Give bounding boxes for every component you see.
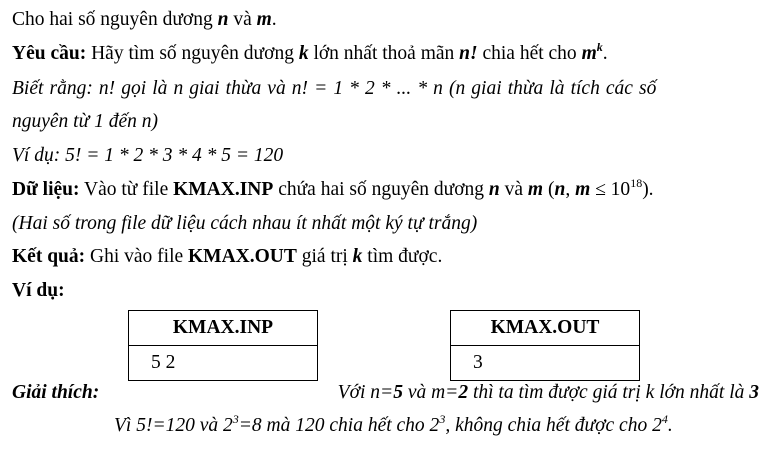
explanation-text: Với n= [337, 382, 394, 403]
output-spec-label: Kết quả: [12, 246, 86, 267]
intro-text: Cho hai số nguyên dương [12, 9, 218, 30]
intro-line [12, 8, 277, 32]
example-formula: Ví dụ: 5! = 1 * 2 * 3 * 4 * 5 = 120 [12, 145, 284, 166]
output-example-table [450, 310, 640, 381]
input-spec-text: Vào từ file [79, 179, 174, 200]
explanation-m-value: 2 [458, 382, 469, 403]
requirement-label: Yêu cầu: [12, 43, 87, 64]
requirement-end: . [602, 43, 608, 64]
var-n: n [488, 179, 500, 200]
input-spec-paren-open: ( [543, 179, 555, 200]
explanation-line-2 [114, 414, 673, 438]
explanation-text: , không chia hết được cho 2 [445, 415, 662, 436]
input-spec-line [12, 178, 654, 202]
output-table-value: 3 [451, 346, 640, 381]
input-table-header: KMAX.INP [129, 311, 318, 346]
intro-end: . [271, 9, 277, 30]
var-m: m [581, 43, 597, 64]
input-spec-text2: chứa hai số nguyên dương [273, 179, 489, 200]
input-file-name: KMAX.INP [173, 179, 274, 200]
output-spec-text2: giá trị [296, 246, 353, 267]
input-spec-comma: , [565, 179, 576, 200]
output-spec-text: Ghi vào file [85, 246, 189, 267]
var-n: n [217, 9, 229, 30]
input-note: (Hai số trong file dữ liệu cách nhau ít nhất một ký tự trắng) [12, 213, 478, 234]
requirement-text3: chia hết cho [477, 43, 582, 64]
exponent-k: k [596, 40, 603, 54]
example-label: Ví dụ: [12, 280, 65, 301]
intro-and: và [228, 9, 257, 30]
input-spec-and: và [499, 179, 528, 200]
input-spec-label: Dữ liệu: [12, 179, 80, 200]
output-spec-line [12, 245, 442, 269]
explanation-k-value: 3 [749, 382, 759, 403]
explanation-text: và m= [402, 382, 459, 403]
var-m: m [256, 9, 272, 30]
var-n: n [554, 179, 566, 200]
explanation-n-value: 5 [393, 382, 403, 403]
explanation-text: Vì 5!=120 và 2 [114, 415, 233, 436]
var-m: m [575, 179, 591, 200]
requirement-line [12, 42, 608, 66]
var-k: k [298, 43, 309, 64]
var-nfact: n! [459, 43, 478, 64]
input-example-table [128, 310, 318, 381]
know-line-2: nguyên từ 1 đến n) [12, 111, 159, 132]
var-k: k [352, 246, 363, 267]
var-m: m [527, 179, 544, 200]
explanation-exponent: 3 [439, 412, 446, 426]
input-spec-paren-close: ). [642, 179, 654, 200]
requirement-text: Hãy tìm số nguyên dương [86, 43, 299, 64]
know-line-1: Biết rằng: n! gọi là n giai thừa và n! = 1 * 2 * ... * n (n giai thừa là tích các số [12, 78, 657, 99]
requirement-text2: lớn nhất thoả mãn [308, 43, 460, 64]
output-file-name: KMAX.OUT [188, 246, 297, 267]
exponent-18: 18 [630, 176, 643, 190]
explanation-line-1 [338, 381, 759, 405]
explanation-text: . [667, 415, 673, 436]
input-spec-bound: ≤ 10 [590, 179, 631, 200]
output-spec-text3: tìm được. [362, 246, 443, 267]
explanation-label: Giải thích: [12, 382, 100, 403]
explanation-exponent: 3 [232, 412, 239, 426]
output-table-header: KMAX.OUT [451, 311, 640, 346]
explanation-text: thì ta tìm được giá trị k lớn nhất là [468, 382, 750, 403]
explanation-exponent: 4 [661, 412, 668, 426]
explanation-text: =8 mà 120 chia hết cho 2 [238, 415, 440, 436]
input-table-value: 5 2 [129, 346, 318, 381]
